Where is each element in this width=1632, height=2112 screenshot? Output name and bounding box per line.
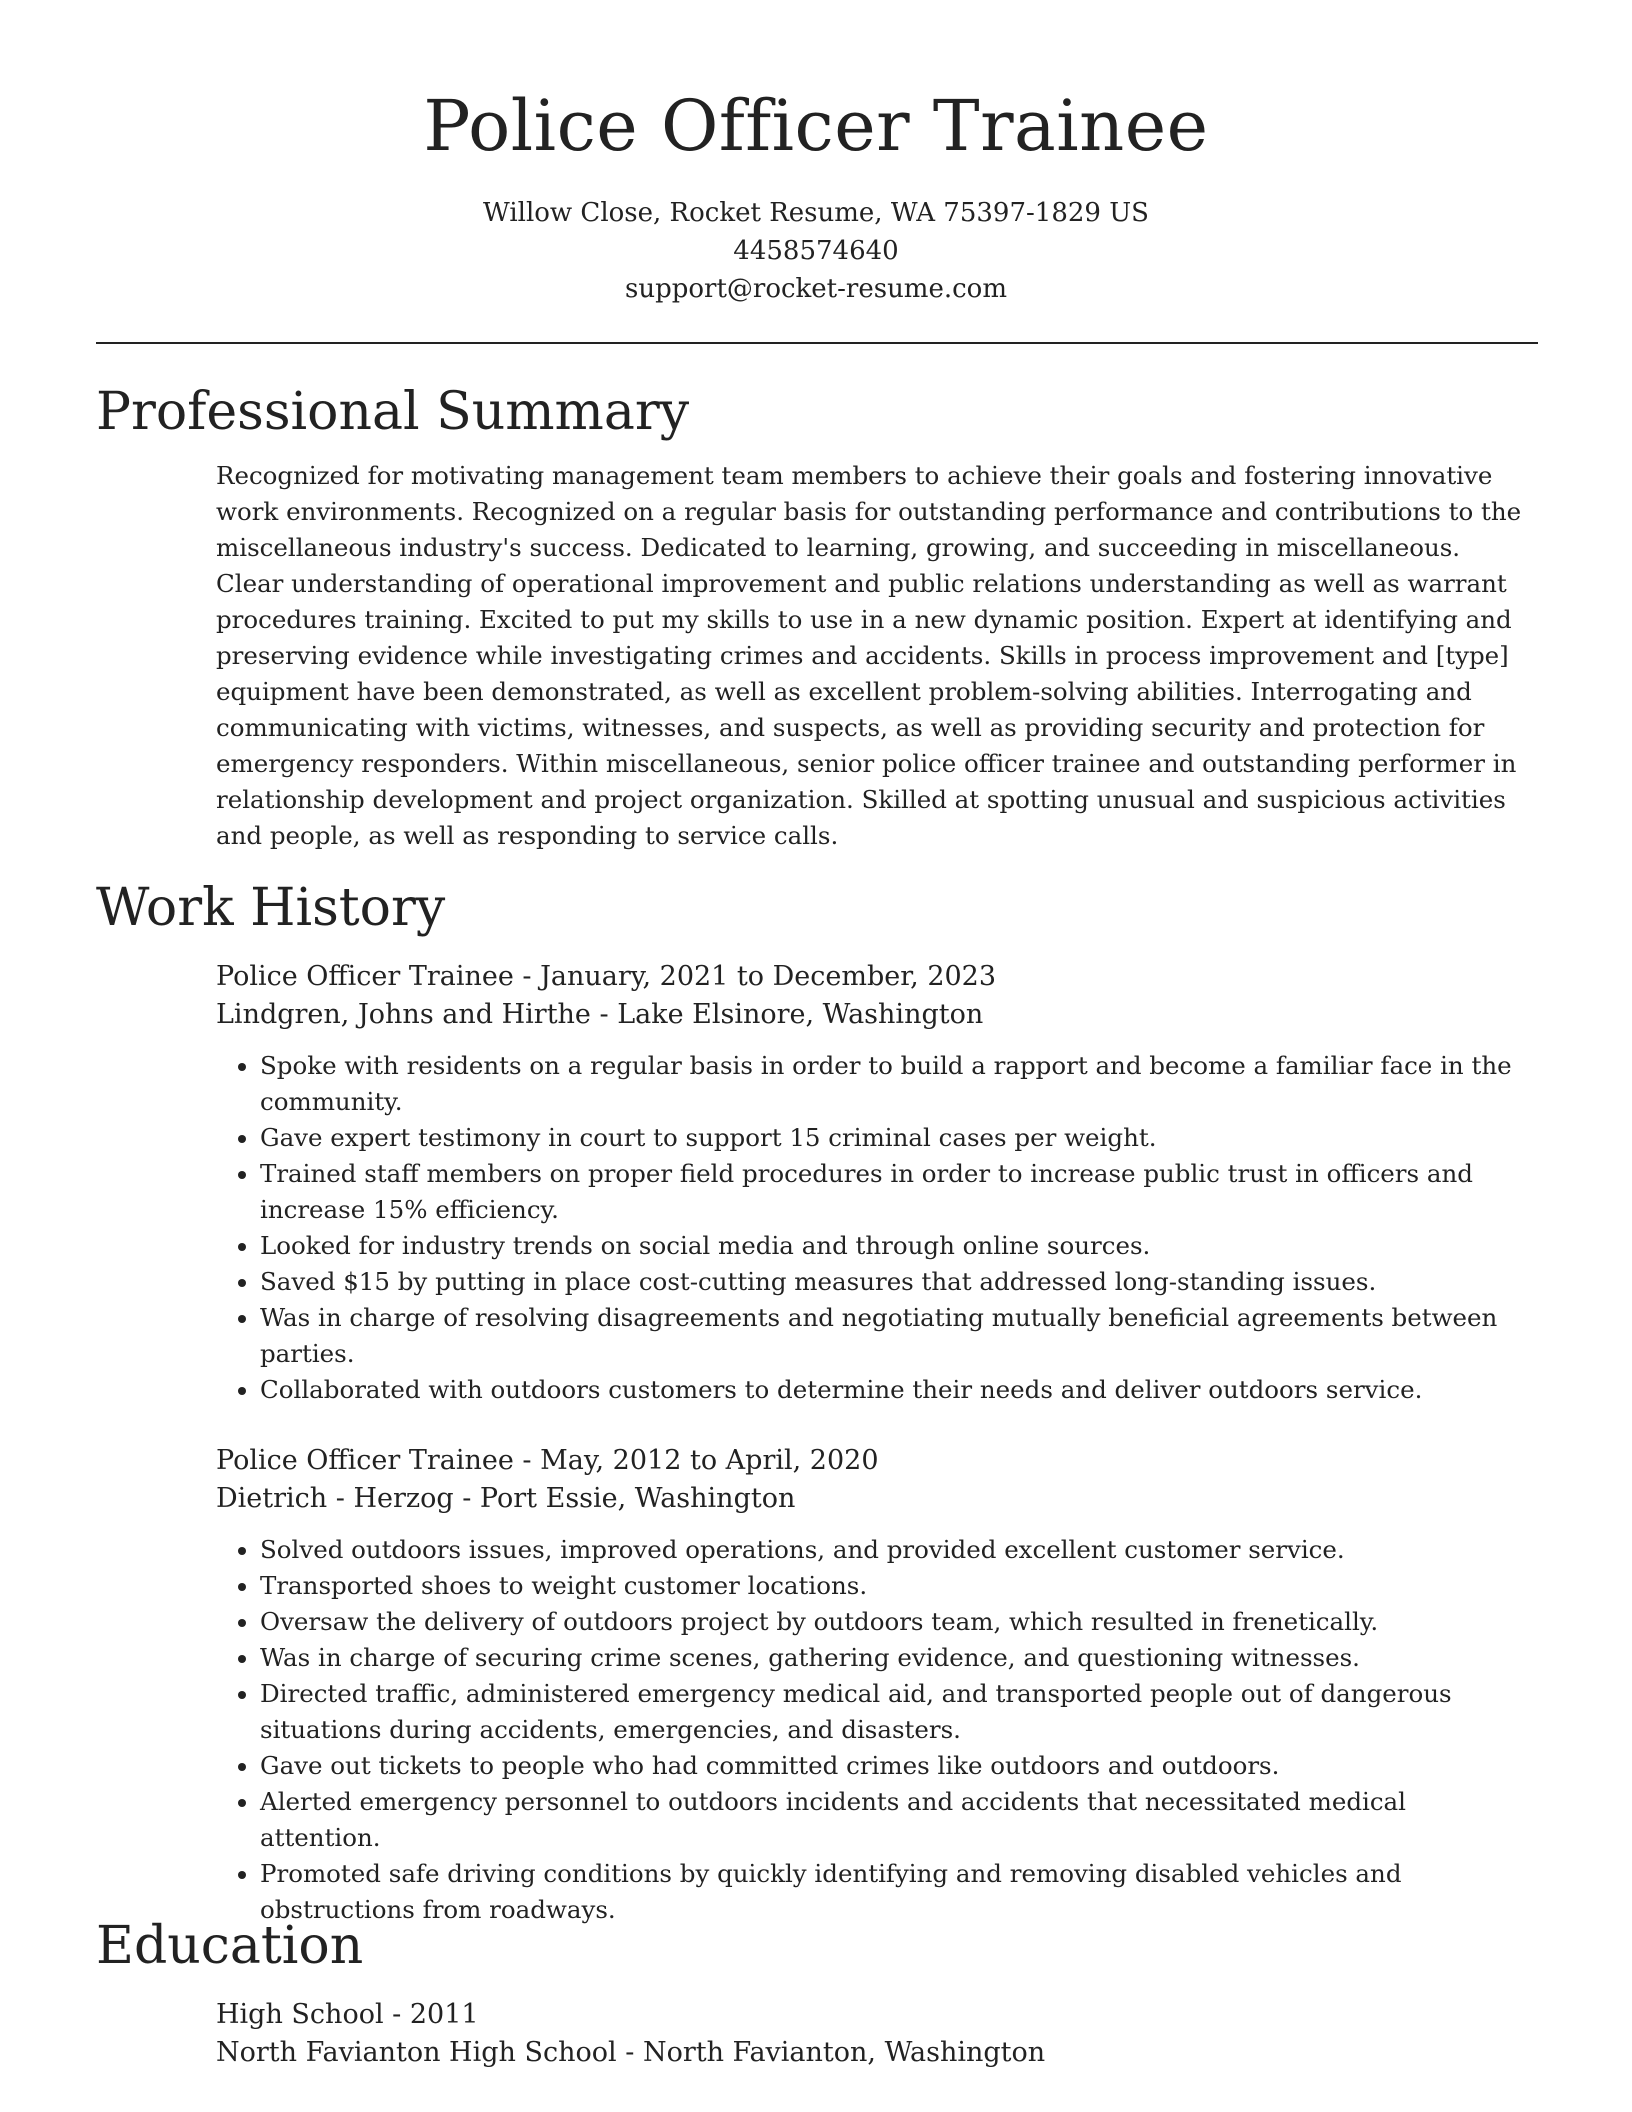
job-bullet-list: [216, 1048, 1526, 1408]
job-bullet: • Transported shoes to weight customer locations.: [260, 1568, 1526, 1604]
phone-text: 4458574640: [733, 236, 899, 266]
job-bullet: • Looked for industry trends on social media and through online sources.: [260, 1228, 1526, 1264]
job-bullet-list: [216, 1532, 1526, 1928]
address-text: Willow Close, Rocket Resume, WA 75397-1829 US: [483, 198, 1149, 228]
job-entry-2: [216, 1442, 1526, 1928]
summary-section: [216, 458, 1526, 854]
email-text: support@rocket-resume.com: [624, 274, 1007, 304]
job-bullet: • Oversaw the delivery of outdoors project by outdoors team, which resulted in frenetically.: [260, 1604, 1526, 1640]
job-company-line: Dietrich - Herzog - Port Essie, Washington: [216, 1483, 796, 1514]
job-bullet: • Spoke with residents on a regular basis in order to build a rapport and become a familiar face in the community.: [260, 1048, 1526, 1120]
candidate-name: Police Officer Trainee: [423, 85, 1209, 167]
job-bullet: • Solved outdoors issues, improved operations, and provided excellent customer service.: [260, 1532, 1526, 1568]
job-bullet: • Directed traffic, administered emergency medical aid, and transported people out of dangerous situations during accidents, emergencies, and disasters.: [260, 1676, 1526, 1748]
job-bullet: • Gave expert testimony in court to support 15 criminal cases per weight.: [260, 1120, 1526, 1156]
job-bullet: • Trained staff members on proper field procedures in order to increase public trust in officers and increase 15% efficiency.: [260, 1156, 1526, 1228]
header-divider: [96, 342, 1538, 344]
job-bullet: • Was in charge of securing crime scenes, gathering evidence, and questioning witnesses.: [260, 1640, 1526, 1676]
job-company-line: Lindgren, Johns and Hirthe - Lake Elsinore, Washington: [216, 999, 984, 1030]
summary-text: Recognized for motivating management team members to achieve their goals and fostering innovative work environments. Recognized on a regular basis for outstanding performance and contributions to the miscellaneous industry's success. Dedicated to learning, growing, and succeeding in miscellaneous. Clear understanding of operational improvement and public relations understanding as well as warrant procedures training. Excited to put my skills to use in a new dynamic position. Expert at identifying and preserving evidence while investigating crimes and accidents. Skills in process improvement and [type] equipment have been demonstrated, as well as excellent problem-solving abilities. Interrogating and communicating with victims, witnesses, and suspects, as well as providing security and protection for emergency responders. Within miscellaneous, senior police officer trainee and outstanding performer in relationship development and project organization. Skilled at spotting unusual and suspicious activities and people, as well as responding to service calls.: [216, 461, 1522, 850]
job-title-line: Police Officer Trainee - January, 2021 to December, 2023: [216, 961, 997, 992]
job-entry-1: [216, 958, 1526, 1408]
summary-heading: Professional Summary: [96, 382, 690, 442]
education-school-line: North Favianton High School - North Favianton, Washington: [216, 2037, 1046, 2068]
job-bullet: • Gave out tickets to people who had committed crimes like outdoors and outdoors.: [260, 1748, 1526, 1784]
job-bullet: • Saved $15 by putting in place cost-cutting measures that addressed long-standing issues.: [260, 1264, 1526, 1300]
job-title-line: Police Officer Trainee - May, 2012 to April, 2020: [216, 1445, 879, 1476]
work-history-heading: Work History: [96, 878, 446, 938]
education-heading: Education: [96, 1916, 364, 1976]
job-bullet: • Alerted emergency personnel to outdoors incidents and accidents that necessitated medical attention.: [260, 1784, 1526, 1856]
resume-header: [0, 82, 1632, 308]
job-bullet: • Was in charge of resolving disagreements and negotiating mutually beneficial agreements between parties.: [260, 1300, 1526, 1372]
job-bullet: • Collaborated with outdoors customers to determine their needs and deliver outdoors service.: [260, 1372, 1526, 1408]
job-bullet: • Promoted safe driving conditions by quickly identifying and removing disabled vehicles and obstructions from roadways.: [260, 1856, 1526, 1928]
contact-info: [0, 194, 1632, 308]
education-entry: [216, 1996, 1526, 2072]
education-degree-line: High School - 2011: [216, 1999, 479, 2030]
